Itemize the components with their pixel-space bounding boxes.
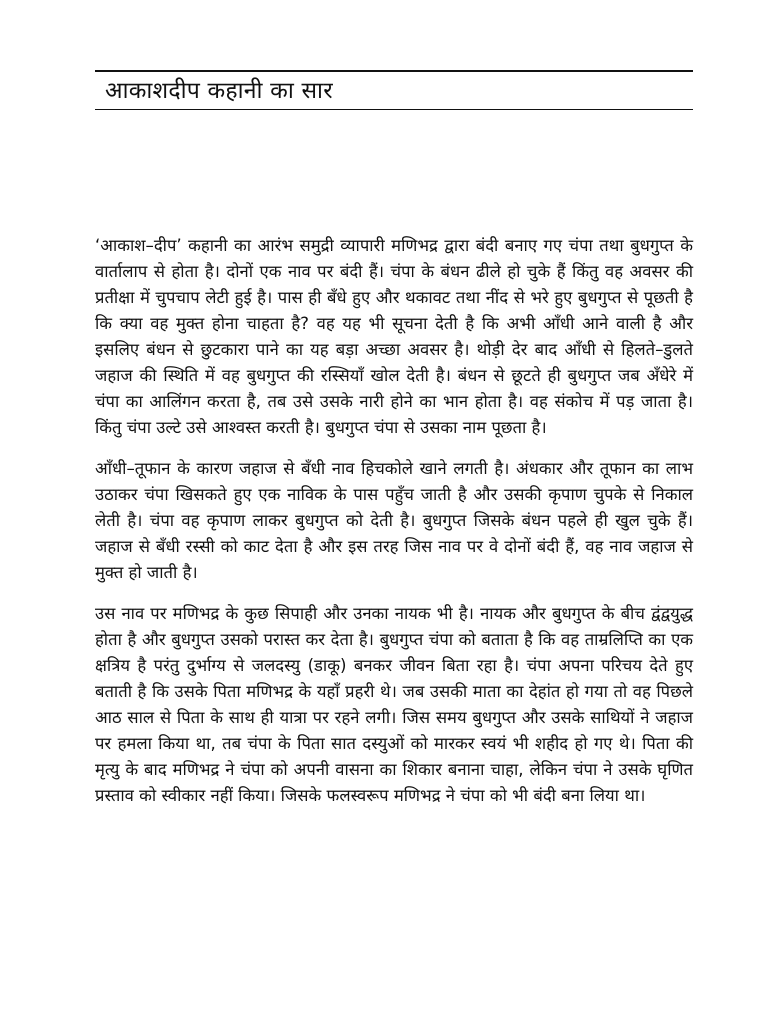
paragraph-2: आँधी–तूफान के कारण जहाज से बँधी नाव हिचकोले खाने लगती है। अंधकार और तूफान का लाभ उठाकर चंपा खिसकते हुए एक नाविक के पास पहुँच जाती है और उसकी कृपाण चुपके से निकाल लेती है। चंपा वह कृपाण लाकर बुधगुप्त को देती है। बुधगुप्त जिसके बंधन पहले ही खुल चुके हैं। जहाज से बँधी रस्सी को काट देता है और इस तरह जिस नाव पर वे दोनों बंदी हैं, वह नाव जहाज से मुक्त हो जाती है।: [95, 459, 693, 582]
paragraph-1: ‘आकाश–दीप’ कहानी का आरंभ समुद्री व्यापारी मणिभद्र द्वारा बंदी बनाए गए चंपा तथा बुधगुप्त के वार्तालाप से होता है। दोनों एक नाव पर बंदी हैं। चंपा के बंधन ढीले हो चुके हैं किंतु वह अवसर की प्रतीक्षा में चुपचाप लेटी हुई है। पास ही बँधे हुए और थकावट तथा नींद से भरे हुए बुधगुप्त से पूछती है कि क्या वह मुक्त होना चाहता है? वह यह भी सूचना देती है कि अभी आँधी आने वाली है और इसलिए बंधन से छुटकारा पाने का यह बड़ा अच्छा अवसर है। थोड़ी देर बाद आँधी से हिलते–डुलते जहाज की स्थिति में वह बुधगुप्त की रस्सियाँ खोल देती है। बंधन से छूटते ही बुधगुप्त जब अँधेरे में चंपा का आलिंगन करता है, तब उसे उसके नारी होने का भान होता है। वह संकोच में पड़ जाता है। किंतु चंपा उल्टे उसे आश्वस्त करती है। बुधगुप्त चंपा से उसका नाम पूछता है।: [95, 236, 693, 437]
document-title: आकाशदीप कहानी का सार: [105, 78, 333, 104]
document-body: [95, 233, 693, 824]
title-block: [95, 70, 693, 110]
paragraph-3: उस नाव पर मणिभद्र के कुछ सिपाही और उनका नायक भी है। नायक और बुधगुप्त के बीच द्वंद्वयुद्ध होता है और बुधगुप्त उसको परास्त कर देता है। बुधगुप्त चंपा को बताता है कि वह ताम्रलिप्ति का एक क्षत्रिय है परंतु दुर्भाग्य से जलदस्यु (डाकू) बनकर जीवन बिता रहा है। चंपा अपना परिचय देते हुए बताती है कि उसके पिता मणिभद्र के यहाँ प्रहरी थे। जब उसकी माता का देहांत हो गया तो वह पिछले आठ साल से पिता के साथ ही यात्रा पर रहने लगी। जिस समय बुधगुप्त और उसके साथियों ने जहाज पर हमला किया था, तब चंपा के पिता सात दस्युओं को मारकर स्वयं भी शहीद हो गए थे। पिता की मृत्यु के बाद मणिभद्र ने चंपा को अपनी वासना का शिकार बनाना चाहा, लेकिन चंपा ने उसके घृणित प्रस्ताव को स्वीकार नहीं किया। जिसके फलस्वरूप मणिभद्र ने चंपा को भी बंदी बना लिया था।: [95, 604, 693, 805]
